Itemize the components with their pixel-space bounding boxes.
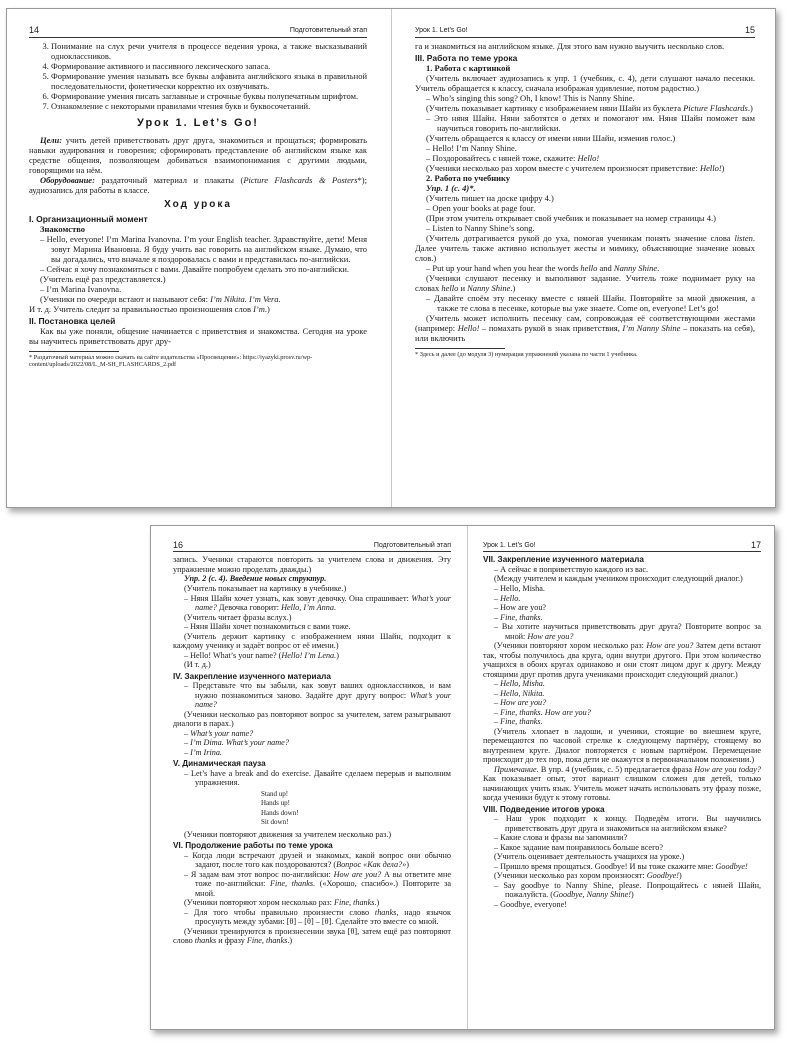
dialogue-line: – Это няня Шайн. Няни заботятся о детях и помогают им. Няня Шайн поможет вам научиться говорить по-английски. xyxy=(426,112,755,133)
page-number: 17 xyxy=(750,540,761,550)
spine-fold xyxy=(467,526,468,1029)
dialogue-line: – Hello, Misha. xyxy=(494,583,545,593)
body-paragraph: Как вы уже поняли, общение начинается с приветствия и знакомства. Сегодня на уроке вы научитесь приветствовать друг дру- xyxy=(29,325,367,346)
list-item: 6. Формирование умения писать заглавные и строчные буквы полупечатным шрифтом. xyxy=(51,91,367,101)
note-paragraph: Примечание. В упр. 4 (учебник, с. 5) предлагается фраза How are you today? Как показывает опыт, этот вариант слишком сложен для детей, только начинающих учить язык. Учитель может начать использовать эту фразу позже, когда ученики будут к этому готовы. xyxy=(483,764,761,803)
dialogue-line: – Какие слова и фразы вы запомнили? xyxy=(494,833,628,843)
dialogue-line: – Когда люди встречают друзей и знакомых, какой вопрос они обычно задают, после того как поздороваются? (Вопрос «Как дела?») xyxy=(184,850,451,870)
dialogue-line: – I’m Irina. xyxy=(184,747,222,757)
rhyme-line: Hands up! xyxy=(261,799,290,808)
dialogue-line: – Who’s singing this song? Oh, I know! This is Nanny Shine. xyxy=(426,92,635,103)
list-item: 5. Формирование умения называть все буквы алфавита английского языка в правильной последовательности, фонетически корректно их озвучивать. xyxy=(51,71,367,91)
page-15 xyxy=(415,9,755,507)
body-paragraph: запись. Ученики стараются повторить за учителем слова и движения. Эту упражнение можно проделать дважды.) xyxy=(173,555,451,574)
stage-direction: (Учитель хлопает в ладоши, и ученики, стоящие во внешнем круге, перемещаются по часовой стрелке к следующему партнёру, стоящему во внутреннем круге. Диалог повторяется с новым партнёром. Перемещение происходит до тех пор, пока дети не окажутся в первоначальном положении.) xyxy=(483,726,761,765)
book-spread-pages-14-15 xyxy=(6,8,776,508)
book-spread-pages-16-17 xyxy=(150,525,775,1030)
dialogue-line: – Для того чтобы правильно произнести слово thanks, надо язычок просунуть между зубами: [θ] – [θ] – [θ]. Сделайте это вместе со мной. xyxy=(184,907,451,927)
subsection-heading: Знакомство xyxy=(40,223,86,234)
dialogue-line: – Hello! What’s your name? (Hello! I’m Lena.) xyxy=(184,650,339,660)
stage-direction: (Ученики повторяют хором несколько раз: How are you? Затем дети встают так, чтобы получилось два круга, один внутри другого. При этом количество учащихся в обоих кругах одинаково и они стоят лицом друг к другу. Между стоящими друг против друга учениками происходит следующий диалог.) xyxy=(483,641,761,679)
equipment-paragraph: Оборудование: раздаточный материал и плакаты (Picture Flashcards & Posters*); аудиозапись для работы в классе. xyxy=(29,174,367,195)
section-heading: VI. Продолжение работы по теме урока xyxy=(173,841,333,851)
stage-direction: (Учитель показывает на картинку в учебнике.) xyxy=(184,583,347,593)
exercise-rhyme xyxy=(173,790,451,828)
page-number: 15 xyxy=(744,25,755,35)
running-header xyxy=(173,540,451,552)
section-heading: I. Организационный момент xyxy=(29,213,148,224)
dialogue-line: – Какое задание вам понравилось больше всего? xyxy=(494,842,663,852)
dialogue-line: – Няня Шайн хочет познакомиться с вами тоже. xyxy=(184,622,351,632)
stage-direction: (Ученики несколько раз повторяют вопрос за учителем, затем разыгрывают диалоги в парах.) xyxy=(173,709,451,729)
stage-direction: (При этом учитель открывает свой учебник и показывает на номер страницы 4.) xyxy=(426,212,716,223)
dialogue-line: – Наш урок подходит к концу. Подведём итоги. Вы научились приветствовать друг друга и знакомиться на английском языке? xyxy=(494,814,761,833)
running-head: Подготовительный этап xyxy=(373,542,451,550)
page-number: 14 xyxy=(29,25,40,35)
stage-direction: (Ученики слушают песенку и выполняют задание. Учитель тоже поднимает руку на словах hello и Nanny Shine.) xyxy=(415,272,755,293)
stage-direction: (Учитель обращается к классу от имени няни Шайн, изменив голос.) xyxy=(426,132,676,143)
footnote: * Здесь и далее (до модуля 3) нумерация упражнений указана по части 1 учебника. xyxy=(415,348,755,359)
course-heading: Ход урока xyxy=(164,198,232,210)
page-17 xyxy=(483,526,761,1029)
rhyme-line: Hands down! xyxy=(261,808,299,817)
dialogue-line: – Сейчас я хочу познакомиться с вами. Давайте попробуем сделать это по-английски. xyxy=(40,263,349,274)
rhyme-line: Stand up! xyxy=(261,789,289,798)
goals-paragraph: Цели: учить детей приветствовать друг друга, знакомиться и прощаться; формировать навыки аудирования и говорения; сформировать представление об английском языке как средстве общения, позволяющем добиваться взаимопонимания с другими людьми, говорящими на нём. xyxy=(29,134,367,175)
dialogue-line: – Fine, thanks. xyxy=(494,717,543,727)
stage-direction: (Учитель читает фразы вслух.) xyxy=(184,612,292,622)
dialogue-line: – Let’s have a break and do exercise. Давайте сделаем перерыв и выполним упражнения. xyxy=(184,768,451,788)
dialogue-line: – Fine, thanks. xyxy=(494,612,543,622)
dialogue-line: – How are you? xyxy=(494,698,547,708)
stage-direction: (Учитель включает аудиозапись к упр. 1 (учебник, с. 4), дети слушают начало песенки. Учитель обращается к классу, сначала изображая удивление, потом радостно.) xyxy=(415,72,755,93)
stage-direction: (Учитель держит картинку с изображением няни Шайн, подходит к каждому ученику и задаёт вопрос от её имени.) xyxy=(173,631,451,651)
section-heading: IV. Закрепление изученного материала xyxy=(173,671,331,681)
dialogue-line: – Поздоровайтесь с няней тоже, скажите: Hello! xyxy=(426,152,600,163)
exercise-label: Упр. 1 (с. 4)*. xyxy=(426,182,476,193)
dialogue-line: – Я задам вам этот вопрос по-английски: How are you? А вы ответите мне тоже по-английски: Fine, thanks. («Хорошо, спасибо».) Повторите за мной. xyxy=(184,869,451,898)
list-item: 7. Ознакомление с некоторыми правилами чтения букв и буквосочетаний. xyxy=(51,101,367,111)
stage-direction: (Ученики повторяют хором несколько раз: Fine, thanks.) xyxy=(184,898,380,908)
section-heading: II. Постановка целей xyxy=(29,315,116,326)
dialogue-line: – Goodbye, everyone! xyxy=(494,900,567,909)
dialogue-line: – Hello, Nikita. xyxy=(494,688,545,698)
stage-direction: (Между учителем и каждым учеником происходит следующий диалог.) xyxy=(494,574,743,584)
stage-direction: (Ученики тренируются в произнесении звука [θ], затем ещё раз повторяют слово thanks и фразу Fine, thanks.) xyxy=(173,926,451,946)
section-heading: VIII. Подведение итогов урока xyxy=(483,804,605,814)
stage-direction: (Ученики повторяют движения за учителем несколько раз.) xyxy=(184,829,392,839)
dialogue-line: – I’m Marina Ivanovna. xyxy=(40,283,122,294)
objectives-list xyxy=(29,41,367,111)
stage-direction: И т. д. Учитель следит за правильностью произношения слов I’m.) xyxy=(29,303,270,314)
section-heading: V. Динамическая пауза xyxy=(173,759,266,769)
subsection-heading: 1. Работа с картинкой xyxy=(426,62,511,73)
section-heading: VII. Закрепление изученного материала xyxy=(483,555,644,565)
dialogue-line: – I’m Dima. What’s your name? xyxy=(184,738,289,748)
stage-direction: (Учитель оценивает деятельность учащихся на уроке.) xyxy=(494,852,685,862)
rhyme-line: Sit down! xyxy=(261,818,289,827)
stage-direction: (Ученики по очереди встают и называют себя: I’m Nikita. I’m Vera. xyxy=(40,293,281,304)
running-head: Урок 1. Let’s Go! xyxy=(483,542,536,550)
spine-fold xyxy=(391,9,392,507)
lesson-title: Урок 1. Let’s Go! xyxy=(137,116,259,129)
stage-direction: (И т. д.) xyxy=(184,660,211,670)
stage-direction: (Учитель дотрагивается рукой до уха, помогая ученикам понять значение слова listen. Далее учитель также активно использует жесты и мимику, объясняющие значение новых слов.) xyxy=(415,232,755,263)
dialogue-line: – Пришло время прощаться. Goodbye! И вы тоже скажите мне: Goodbye! xyxy=(494,861,748,871)
dialogue-line: – Hello. xyxy=(494,593,521,603)
running-header xyxy=(483,540,761,552)
dialogue-line: – Say goodbye to Nanny Shine, please. Попрощайтесь с няней Шайн, пожалуйста. (Goodbye, Nanny Shine!) xyxy=(494,880,761,900)
running-head: Урок 1. Let’s Go! xyxy=(415,27,468,35)
footnote: * Раздаточный материал можно скачать на сайте издательства «Просвещение»: https://iyazyki.prosv.ru/wp-content/uploads/2022/08/L_M-SH_FLASHCARDS_2.pdf xyxy=(29,351,367,369)
stage-direction: (Учитель пишет на доске цифру 4.) xyxy=(426,192,554,203)
running-header xyxy=(29,25,367,38)
page-14 xyxy=(29,9,367,507)
dialogue-line: – Hello, everyone! I’m Marina Ivanovna. I’m your English teacher. Здравствуйте, дети! Меня зовут Марина Ивановна. Я буду учить вас говорить на английском языке. Думаю, что вы догадались, что вначале я поздоровалась с вами и представилась по-английски. xyxy=(40,233,367,264)
dialogue-line: – Представьте что вы забыли, как зовут ваших одноклассников, и вам нужно познакомиться заново. Задайте друг другу вопрос: What’s your name? xyxy=(184,681,451,710)
dialogue-line: – Hello! I’m Nanny Shine. xyxy=(426,142,517,153)
dialogue-line: – Listen to Nanny Shine’s song. xyxy=(426,222,535,233)
dialogue-line: – Fine, thanks. How are you? xyxy=(494,707,591,717)
stage-direction: (Ученики несколько раз хором вместе с учителем произносят приветствие: Hello!) xyxy=(426,162,725,173)
page-16 xyxy=(173,526,451,1029)
stage-direction: (Учитель показывает картинку с изображением няни Шайн из буклета Picture Flashcards.) xyxy=(426,102,753,113)
list-item: 3. Понимание на слух речи учителя в процессе ведения урока, а также высказываний одноклассников. xyxy=(51,41,367,61)
dialogue-line: – Put up your hand when you hear the words hello and Nanny Shine. xyxy=(426,262,660,273)
page-number: 16 xyxy=(173,540,184,550)
subsection-heading: 2. Работа по учебнику xyxy=(426,172,511,183)
dialogue-line: – Вы хотите научиться приветствовать друг друга? Повторите вопрос за мной: How are you? xyxy=(494,622,761,641)
body-paragraph: га и знакомиться на английском языке. Для этого вам нужно выучить несколько слов. xyxy=(415,40,725,51)
stage-direction: (Учитель может исполнить песенку сам, сопровождая её соответствующими жестами (например: Hello! – помахать рукой в знак приветствия, I’m Nanny Shine – показать на себя), или включить xyxy=(415,313,755,344)
section-heading: III. Работа по теме урока xyxy=(415,52,518,63)
exercise-label: Упр. 2 (с. 4). Введение новых структур. xyxy=(184,574,327,584)
dialogue-line: – Давайте споём эту песенку вместе с няней Шайн. Повторяйте за мной движения, а также те слова в песенке, которые вы уже знаете. Come on, everyone! Let’s go! xyxy=(426,293,755,314)
dialogue-line: – What’s your name? xyxy=(184,728,254,738)
running-head: Подготовительный этап xyxy=(289,27,367,35)
dialogue-line: – Open your books at page four. xyxy=(426,202,536,213)
dialogue-line: – Hello, Misha. xyxy=(494,679,545,689)
list-item: 4. Формирование активного и пассивного лексического запаса. xyxy=(51,61,367,71)
stage-direction: (Ученики несколько раз хором произносят: Goodbye!) xyxy=(494,871,682,881)
dialogue-line: – Няня Шайн хочет узнать, как зовут девочку. Она спрашивает: What’s your name? Девочка говорит: Hello, I’m Anna. xyxy=(184,593,451,613)
running-header xyxy=(415,25,755,38)
dialogue-line: – How are you? xyxy=(494,603,547,613)
dialogue-line: – А сейчас я поприветствую каждого из вас. xyxy=(494,564,649,574)
stage-direction: (Учитель ещё раз представляется.) xyxy=(40,273,166,284)
